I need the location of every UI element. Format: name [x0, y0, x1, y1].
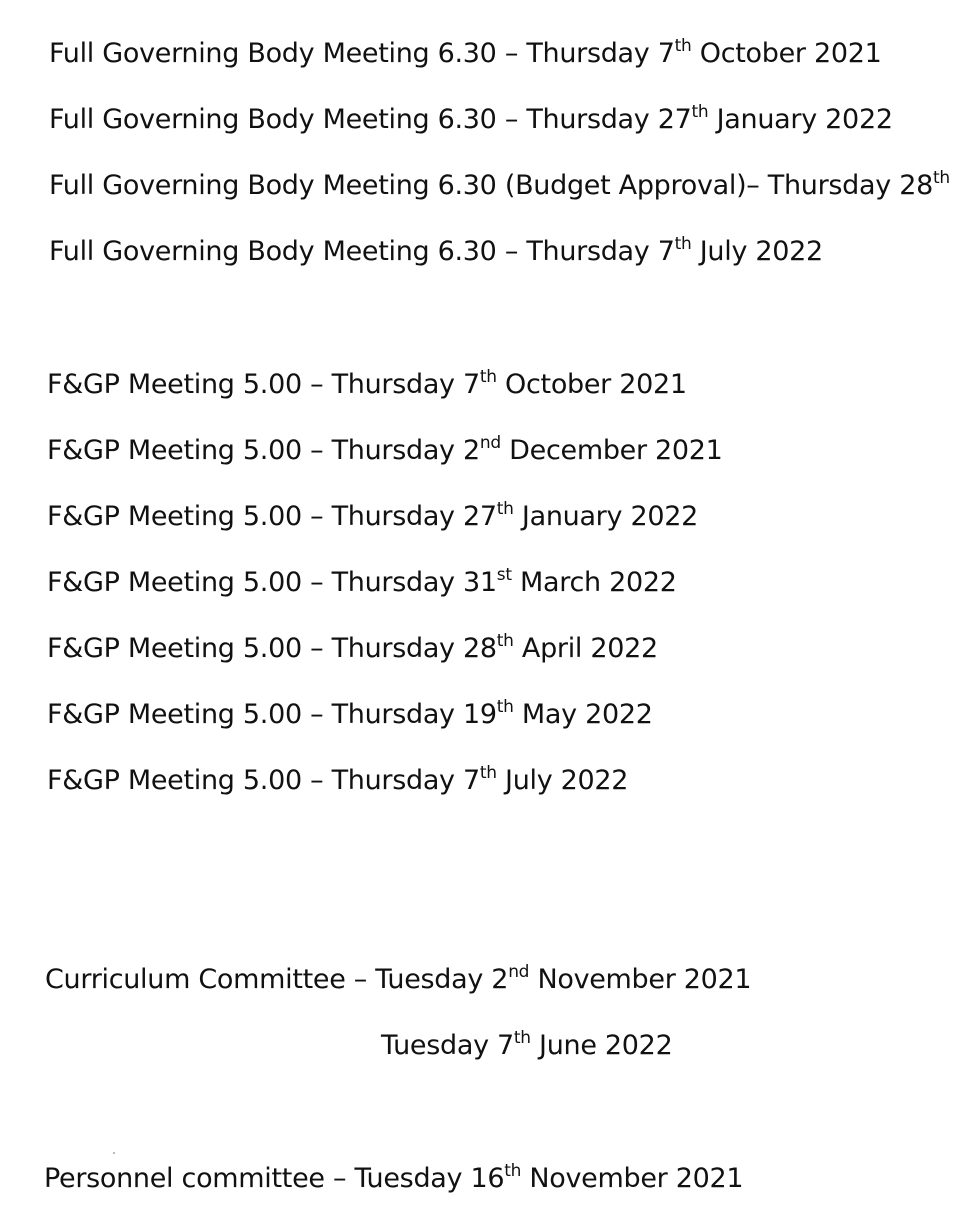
ordinal-suffix: nd: [508, 962, 530, 982]
fgp-meeting-date-rest: January 2022: [513, 501, 698, 532]
ordinal-suffix: th: [496, 697, 514, 717]
fgp-meeting-text: F&GP Meeting 5.00 – Thursday 31: [47, 567, 497, 598]
ordinal-suffix: th: [674, 234, 692, 254]
fgb-meeting-date-rest: January 2022: [708, 104, 893, 135]
personnel-committee-text: Personnel committee – Tuesday 16: [44, 1163, 505, 1194]
personnel-committee-line: [44, 1162, 743, 1199]
fgp-meeting-text: F&GP Meeting 5.00 – Thursday 2: [47, 435, 480, 466]
fgp-meeting-text: F&GP Meeting 5.00 – Thursday 7: [47, 369, 480, 400]
fgp-meeting-date-rest: April 2022: [513, 633, 658, 664]
fgp-meeting-text: F&GP Meeting 5.00 – Thursday 19: [47, 699, 497, 730]
fgb-meeting-date-rest: October 2021: [691, 38, 882, 69]
fgp-meeting-text: F&GP Meeting 5.00 – Thursday 27: [47, 501, 497, 532]
ordinal-suffix: th: [674, 36, 692, 56]
fgp-meeting-line: [47, 632, 658, 669]
ordinal-suffix: th: [496, 499, 514, 519]
fgb-meeting-line: [49, 169, 950, 206]
ordinal-suffix: th: [691, 102, 709, 122]
curriculum-committee-date-rest: November 2021: [529, 964, 752, 995]
fgp-meeting-line: [47, 566, 677, 603]
ordinal-suffix: th: [479, 367, 497, 387]
fgb-meeting-text: Full Governing Body Meeting 6.30 (Budget Approval)– Thursday 28: [49, 170, 933, 201]
ordinal-suffix: th: [932, 168, 950, 188]
fgb-meeting-line: [49, 235, 823, 272]
fgp-meeting-date-rest: July 2022: [496, 765, 629, 796]
fgp-meeting-line: [47, 764, 628, 801]
fgb-meeting-date-rest: July 2022: [691, 236, 823, 267]
curriculum-committee-date-rest: June 2022: [530, 1030, 673, 1061]
fgp-meeting-line: [47, 698, 653, 735]
personnel-committee-date-rest: November 2021: [521, 1163, 744, 1194]
ordinal-suffix: th: [504, 1161, 522, 1181]
fgb-meeting-text: Full Governing Body Meeting 6.30 – Thursday 27: [49, 104, 692, 135]
fgp-meeting-line: [47, 368, 687, 405]
fgp-meeting-date-rest: March 2022: [511, 567, 677, 598]
fgp-meeting-date-rest: December 2021: [500, 435, 723, 466]
fgb-meeting-text: Full Governing Body Meeting 6.30 – Thursday 7: [49, 236, 675, 267]
fgb-meeting-text: Full Governing Body Meeting 6.30 – Thursday 7: [49, 38, 675, 69]
fgp-meeting-date-rest: October 2021: [496, 369, 687, 400]
curriculum-committee-text: Curriculum Committee – Tuesday 2: [45, 964, 509, 995]
curriculum-committee-line: [45, 963, 751, 1000]
ordinal-suffix: th: [496, 631, 514, 651]
curriculum-committee-text: Tuesday 7: [381, 1030, 514, 1061]
ordinal-suffix: st: [496, 565, 512, 585]
ordinal-suffix: nd: [479, 433, 501, 453]
fgb-meeting-line: [49, 103, 893, 140]
fgp-meeting-text: F&GP Meeting 5.00 – Thursday 28: [47, 633, 497, 664]
fgp-meeting-date-rest: May 2022: [513, 699, 653, 730]
fgp-meeting-line: [47, 434, 723, 471]
ordinal-suffix: th: [513, 1028, 531, 1048]
fgb-meeting-line: [49, 37, 882, 74]
fgp-meeting-line: [47, 500, 698, 537]
scan-speck: [113, 1152, 115, 1154]
curriculum-committee-line: [381, 1029, 672, 1066]
ordinal-suffix: th: [479, 763, 497, 783]
fgp-meeting-text: F&GP Meeting 5.00 – Thursday 7: [47, 765, 480, 796]
